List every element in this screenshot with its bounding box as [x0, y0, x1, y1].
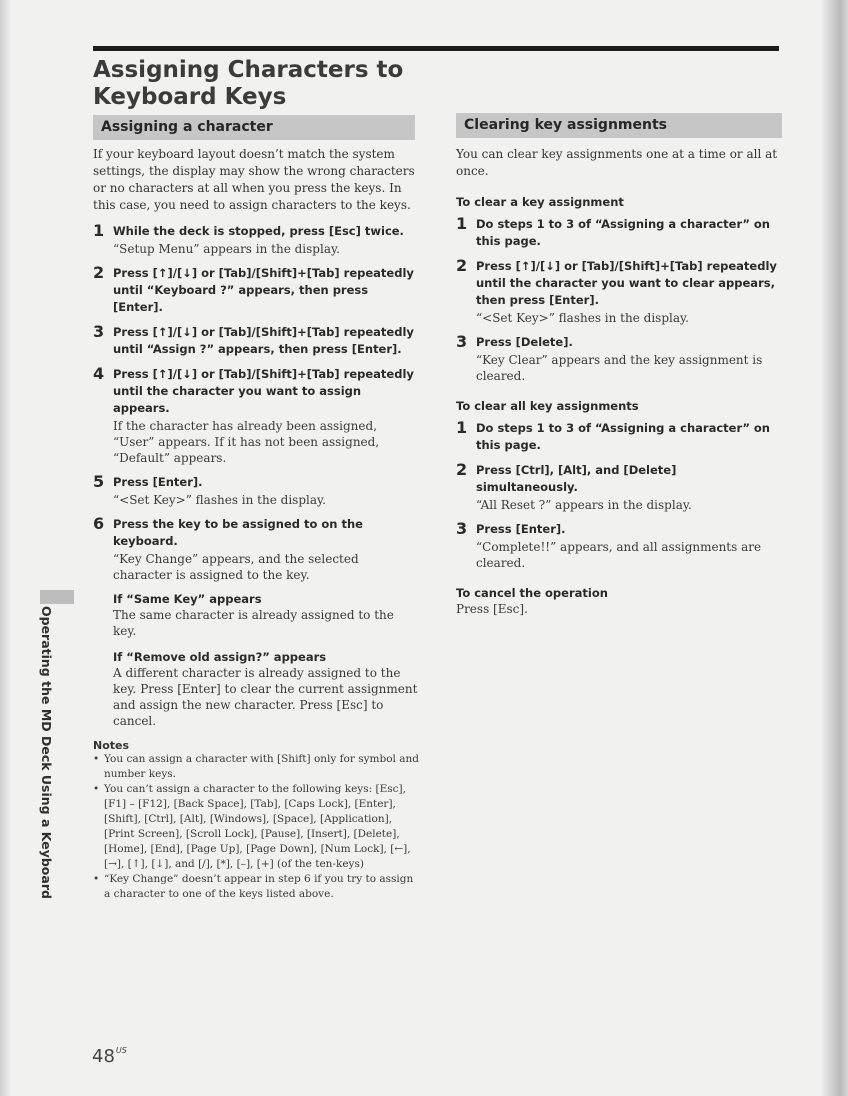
- bullet-icon: •: [93, 753, 100, 765]
- assign-intro: If your keyboard layout doesn’t match the system settings, the display may show the wrong characters or no characters at all when you press the keys. In this case, you need to assign characters to the keys.: [93, 147, 415, 212]
- step-instruction: Press [↑]/[↓] or [Tab]/[Shift]+[Tab] repeatedly until the character you want to assign appears.: [113, 367, 414, 415]
- clear-all-heading: To clear all key assignments: [456, 399, 639, 413]
- side-label-text: Operating the MD Deck Using a Keyboard: [39, 606, 54, 899]
- top-rule: [93, 46, 779, 51]
- bullet-icon: •: [93, 873, 100, 885]
- step-description: “Complete!!” appears, and all assignments are cleared.: [476, 540, 762, 570]
- step-instruction: Press [Enter].: [476, 522, 566, 536]
- side-tab-marker: [40, 590, 74, 604]
- note-item: [93, 872, 419, 902]
- side-section-label: [38, 606, 60, 899]
- clear-step-1: [456, 216, 782, 250]
- clear-step-2: [456, 258, 782, 326]
- assign-step-2: [93, 265, 419, 316]
- step-number: 3: [456, 519, 468, 538]
- assign-step-5: [93, 474, 419, 508]
- assign-step-1: [93, 223, 419, 257]
- step-instruction: Press [Ctrl], [Alt], and [Delete] simultaneously.: [476, 463, 677, 494]
- page-number-value: 48: [92, 1046, 115, 1067]
- step-description: “Key Clear” appears and the key assignment is cleared.: [476, 353, 763, 383]
- step-number: 4: [93, 364, 105, 383]
- assign-step-6: [93, 516, 419, 583]
- step-number: 2: [456, 256, 468, 275]
- page-number-suffix: US: [115, 1046, 127, 1055]
- step-number: 2: [93, 263, 105, 282]
- cancel-heading: To cancel the operation: [456, 586, 608, 600]
- step-description: “All Reset ?” appears in the display.: [476, 498, 692, 512]
- note-item: [93, 752, 419, 782]
- step-instruction: Press [↑]/[↓] or [Tab]/[Shift]+[Tab] repeatedly until “Keyboard ?” appears, then press [Enter].: [113, 266, 414, 314]
- step-number: 5: [93, 472, 105, 491]
- step-instruction: Press the key to be assigned to on the keyboard.: [113, 517, 363, 548]
- clear-intro: You can clear key assignments one at a time or all at once.: [456, 147, 778, 178]
- step-instruction: Press [Delete].: [476, 335, 573, 349]
- page-edge-left: [0, 0, 10, 1096]
- bullet-icon: •: [93, 783, 100, 795]
- note-item: [93, 782, 419, 872]
- page-title: Assigning Characters to Keyboard Keys: [93, 57, 404, 110]
- notes-block: [93, 739, 419, 902]
- step-description: “<Set Key>” flashes in the display.: [113, 493, 326, 507]
- step-number: 6: [93, 514, 105, 533]
- step-description: “<Set Key>” flashes in the display.: [476, 311, 689, 325]
- step-instruction: Do steps 1 to 3 of “Assigning a character” on this page.: [476, 217, 770, 248]
- section-header-assigning: Assigning a character: [93, 115, 415, 140]
- step-number: 1: [93, 221, 105, 240]
- same-key-block: [93, 591, 419, 639]
- page-number: [92, 1046, 127, 1067]
- right-column: [456, 146, 782, 617]
- clear-all-step-2: [456, 462, 782, 513]
- step-description: If the character has already been assigned, “User” appears. If it has not been assigned, “Default” appears.: [113, 419, 380, 465]
- clear-all-steps: [456, 420, 782, 571]
- note-text: “Key Change” doesn’t appear in step 6 if you try to assign a character to one of the keys listed above.: [104, 873, 414, 900]
- clear-step-3: [456, 334, 782, 384]
- step-number: 1: [456, 418, 468, 437]
- step-number: 2: [456, 460, 468, 479]
- notes-title: Notes: [93, 739, 130, 752]
- clear-one-heading: To clear a key assignment: [456, 195, 624, 209]
- same-key-heading: If “Same Key” appears: [113, 592, 262, 606]
- note-text: You can’t assign a character to the following keys: [Esc], [F1] – [F12], [Back Space], [Tab], [Caps Lock], [Enter], [Shift], [Ctrl], [Alt], [Windows], [Space], [Application], [Print Screen], [Scroll Lock], [Pause], [Insert], [Delete], [Home], [End], [Page Up], [Page Down], [Num Lock], [←], [→], [↑], [↓], and [/], [*], [–], [+] (of the ten-keys): [104, 783, 411, 870]
- cancel-text: Press [Esc].: [456, 602, 528, 616]
- assign-step-3: [93, 324, 419, 358]
- remove-assign-heading: If “Remove old assign?” appears: [113, 650, 327, 664]
- section-header-clearing: Clearing key assignments: [456, 113, 782, 138]
- remove-assign-text: A different character is already assigned to the key. Press [Enter] to clear the current assignment and assign the new character. Press [Esc] to cancel.: [113, 666, 418, 728]
- note-text: You can assign a character with [Shift] only for symbol and number keys.: [104, 753, 419, 780]
- assign-steps: [93, 223, 419, 583]
- clear-all-step-1: [456, 420, 782, 454]
- remove-assign-block: [93, 649, 419, 729]
- page-edge-right: [822, 0, 848, 1096]
- step-instruction: Press [↑]/[↓] or [Tab]/[Shift]+[Tab] repeatedly until “Assign ?” appears, then press [Enter].: [113, 325, 414, 356]
- step-number: 3: [456, 332, 468, 351]
- step-instruction: Press [Enter].: [113, 475, 203, 489]
- step-instruction: While the deck is stopped, press [Esc] twice.: [113, 224, 404, 238]
- left-column: [93, 146, 419, 902]
- assign-step-4: [93, 366, 419, 466]
- step-number: 3: [93, 322, 105, 341]
- step-instruction: Do steps 1 to 3 of “Assigning a character” on this page.: [476, 421, 770, 452]
- step-number: 1: [456, 214, 468, 233]
- clear-one-steps: [456, 216, 782, 384]
- step-description: “Setup Menu” appears in the display.: [113, 242, 340, 256]
- step-instruction: Press [↑]/[↓] or [Tab]/[Shift]+[Tab] repeatedly until the character you want to clear appears, then press [Enter].: [476, 259, 777, 307]
- clear-all-step-3: [456, 521, 782, 571]
- same-key-text: The same character is already assigned to the key.: [113, 608, 394, 638]
- step-description: “Key Change” appears, and the selected character is assigned to the key.: [113, 552, 359, 582]
